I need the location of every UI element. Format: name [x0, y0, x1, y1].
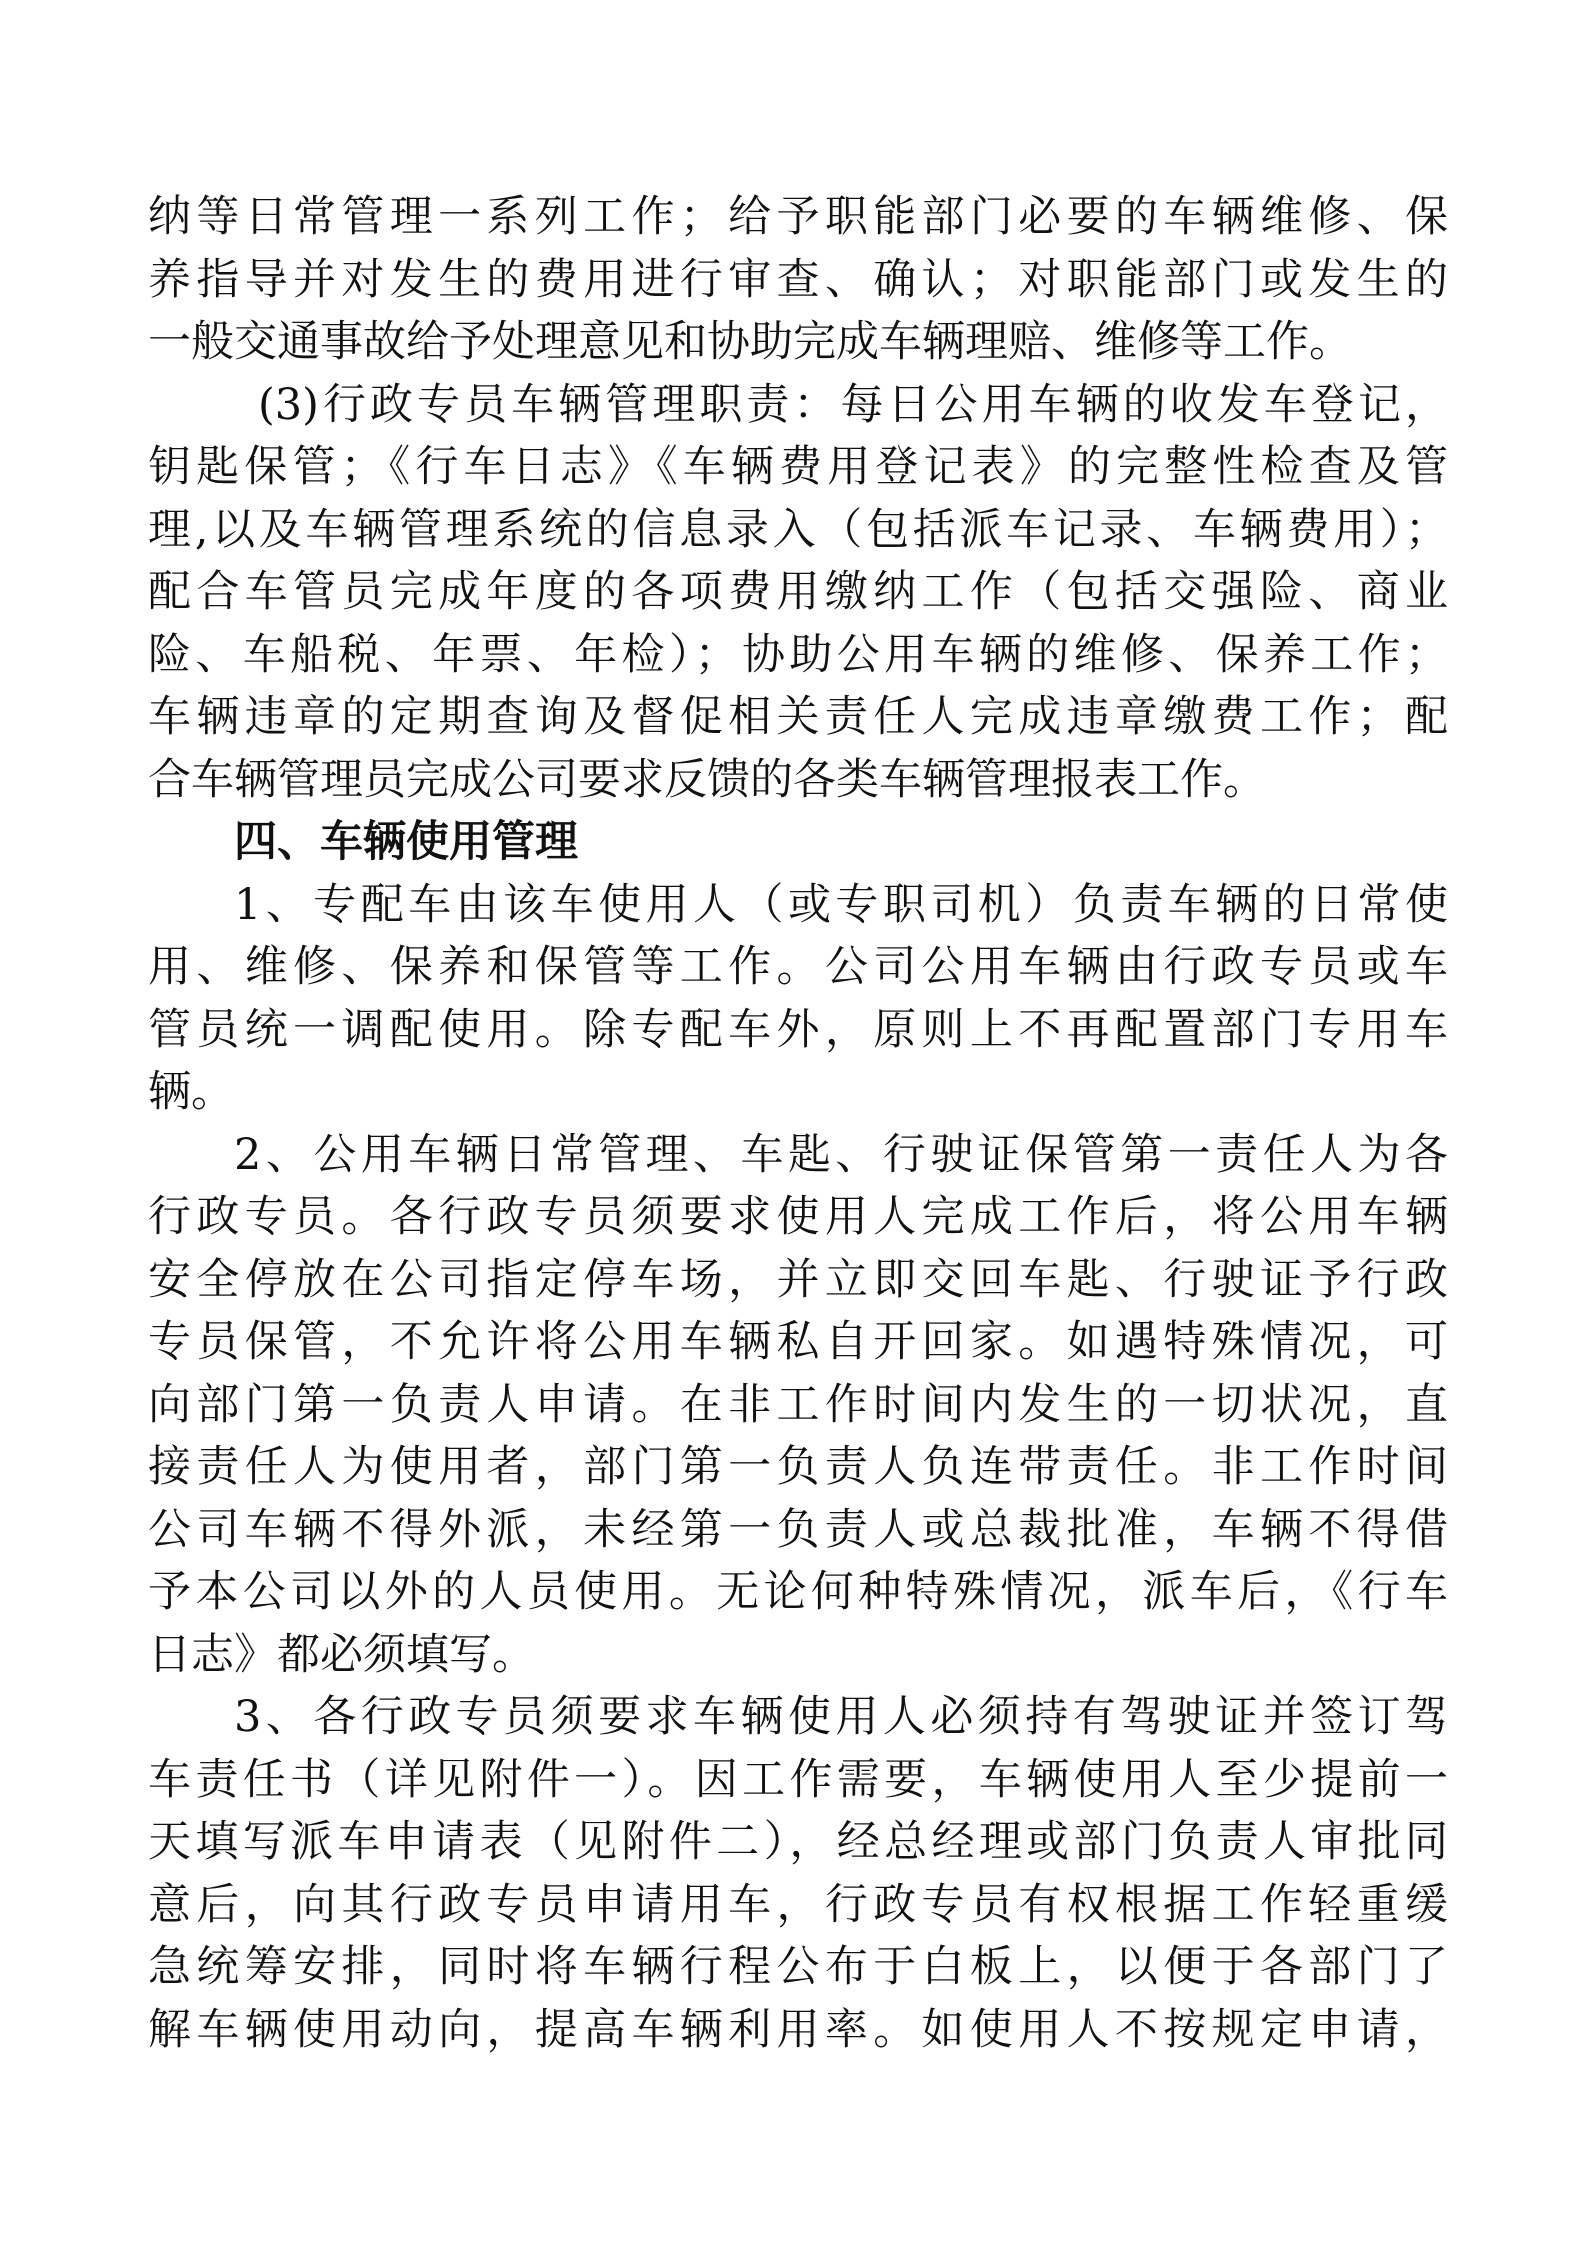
- text-line: 纳等日常管理一系列工作；给予职能部门必要的车辆维修、保: [148, 192, 1448, 242]
- text-line: 向部门第一负责人申请。在非工作时间内发生的一切状况，直: [148, 1379, 1448, 1430]
- section-heading: 四、车辆使用管理: [234, 817, 578, 867]
- text-line: 车辆违章的定期查询及督促相关责任人完成违章缴费工作；配: [148, 692, 1448, 742]
- paragraph: [148, 874, 1448, 1124]
- text-line: 意后，向其行政专员申请用车，行政专员有权根据工作轻重缓: [148, 1879, 1448, 1930]
- text-line: 险、车船税、年票、年检）；协助公用车辆的维修、保养工作；: [148, 629, 1448, 680]
- text-line: 予本公司以外的人员使用。无论何种特殊情况，派车后，《行车: [148, 1567, 1448, 1617]
- text-line: 车责任书（详见附件一）。因工作需要，车辆使用人至少提前一: [148, 1754, 1448, 1805]
- text-line: 1、专配车由该车使用人（或专职司机）负责车辆的日常使: [234, 879, 1448, 930]
- text-line: 管员统一调配使用。除专配车外，原则上不再配置部门专用车: [148, 1004, 1448, 1055]
- text-line: 钥匙保管；《行车日志》《车辆费用登记表》的完整性检查及管: [148, 442, 1448, 492]
- text-line: 2、公用车辆日常管理、车匙、行驶证保管第一责任人为各: [234, 1129, 1448, 1180]
- paragraph: [148, 186, 1448, 374]
- text-line: 3、各行政专员须要求车辆使用人必须持有驾驶证并签订驾: [234, 1692, 1448, 1742]
- text-line: 接责任人为使用者，部门第一负责人负连带责任。非工作时间: [148, 1442, 1448, 1492]
- text-line: 日志》都必须填写。: [148, 1629, 535, 1680]
- text-line: 专员保管，不允许将公用车辆私自开回家。如遇特殊情况，可: [148, 1317, 1448, 1367]
- text-line: 用、维修、保养和保管等工作。公司公用车辆由行政专员或车: [148, 942, 1448, 992]
- text-line: 安全停放在公司指定停车场，并立即交回车匙、行驶证予行政: [148, 1254, 1448, 1305]
- text-line: 合车辆管理员完成公司要求反馈的各类车辆管理报表工作。: [148, 754, 1266, 805]
- text-line: 辆。: [148, 1067, 234, 1117]
- text-line: 急统筹安排，同时将车辆行程公布于白板上，以便于各部门了: [148, 1942, 1448, 1992]
- text-line: 公司车辆不得外派，未经第一负责人或总裁批准，车辆不得借: [148, 1504, 1448, 1555]
- paragraph: [148, 1686, 1448, 2061]
- text-line: 天填写派车申请表（见附件二），经总经理或部门负责人审批同: [148, 1817, 1448, 1867]
- paragraph: [148, 1124, 1448, 1687]
- text-line: (3)行政专员车辆管理职责：每日公用车辆的收发车登记，: [258, 379, 1448, 430]
- text-line: 一般交通事故给予处理意见和协助完成车辆理赔、维修等工作。: [148, 317, 1352, 367]
- text-line: 养指导并对发生的费用进行审查、确认；对职能部门或发生的: [148, 254, 1448, 305]
- text-line: 理,以及车辆管理系统的信息录入（包括派车记录、车辆费用）；: [148, 504, 1448, 555]
- text-line: 配合车管员完成年度的各项费用缴纳工作（包括交强险、商业: [148, 567, 1448, 617]
- paragraph: [148, 374, 1448, 812]
- text-line: 解车辆使用动向，提高车辆利用率。如使用人不按规定申请，: [148, 2004, 1448, 2055]
- text-line: 行政专员。各行政专员须要求使用人完成工作后，将公用车辆: [148, 1192, 1448, 1242]
- document-body: [148, 186, 1448, 2061]
